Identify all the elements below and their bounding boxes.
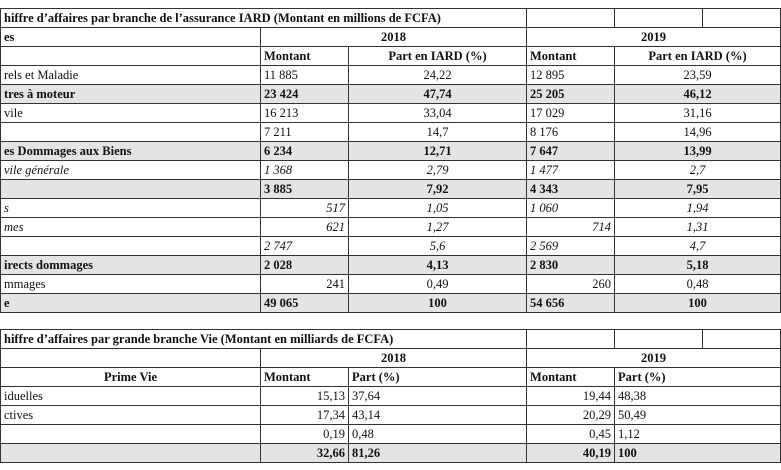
vie-title-row <box>1 330 781 349</box>
montant-2018-cell: 6 234 <box>261 142 349 161</box>
part-2019-cell: 48,38 <box>615 387 781 406</box>
vie-part-2018-header: Part (%) <box>349 368 527 387</box>
iard-year-row <box>1 28 781 47</box>
part-2018-cell: 0,49 <box>349 275 527 294</box>
part-2019-cell: 13,99 <box>615 142 781 161</box>
part-2018-cell: 12,71 <box>349 142 527 161</box>
prime-vie-header: Prime Vie <box>1 368 261 387</box>
part-2019-cell: 14,96 <box>615 123 781 142</box>
table-row <box>1 237 781 256</box>
part-2019-header: Part en IARD (%) <box>615 47 781 66</box>
iard-table <box>0 8 781 313</box>
montant-2018-header: Montant <box>261 47 349 66</box>
montant-2019-cell: 2 830 <box>527 256 615 275</box>
montant-2018-cell: 241 <box>261 275 349 294</box>
part-2018-cell: 4,13 <box>349 256 527 275</box>
part-2018-cell: 14,7 <box>349 123 527 142</box>
blank-cell <box>1 47 261 66</box>
row-label <box>1 237 261 256</box>
row-label <box>1 180 261 199</box>
part-2019-cell: 4,7 <box>615 237 781 256</box>
montant-2019-header: Montant <box>527 47 615 66</box>
montant-2018-cell: 0,19 <box>261 425 349 444</box>
iard-table-title: hiffre d’affaires par branche de l’assurance IARD (Montant en millions de FCFA) <box>1 9 527 28</box>
row-label: es Dommages aux Biens <box>1 142 261 161</box>
montant-2019-cell: 4 343 <box>527 180 615 199</box>
row-label <box>1 123 261 142</box>
part-2019-cell: 7,95 <box>615 180 781 199</box>
blank-cell <box>527 330 615 349</box>
montant-2018-cell: 32,66 <box>261 444 349 463</box>
table-row <box>1 425 781 444</box>
row-label: irects dommages <box>1 256 261 275</box>
montant-2019-cell: 19,44 <box>527 387 615 406</box>
table-row <box>1 199 781 218</box>
montant-2018-cell: 2 028 <box>261 256 349 275</box>
montant-2018-cell: 49 065 <box>261 294 349 313</box>
vie-year-2019-header: 2019 <box>527 349 781 368</box>
row-label: tres à moteur <box>1 85 261 104</box>
part-2019-cell: 31,16 <box>615 104 781 123</box>
part-2019-cell: 50,49 <box>615 406 781 425</box>
branch-header: es <box>1 28 261 47</box>
year-2019-header: 2019 <box>527 28 781 47</box>
montant-2019-cell: 7 647 <box>527 142 615 161</box>
row-label: rels et Maladie <box>1 66 261 85</box>
montant-2019-cell: 1 477 <box>527 161 615 180</box>
iard-subheader-row <box>1 47 781 66</box>
row-label: vile <box>1 104 261 123</box>
vie-table <box>0 329 781 463</box>
part-2019-cell: 46,12 <box>615 85 781 104</box>
part-2018-cell: 0,48 <box>349 425 527 444</box>
vie-montant-2019-header: Montant <box>527 368 615 387</box>
table-row <box>1 180 781 199</box>
vie-table-body <box>1 387 781 463</box>
montant-2019-cell: 714 <box>527 218 615 237</box>
montant-2018-cell: 15,13 <box>261 387 349 406</box>
part-2018-cell: 1,27 <box>349 218 527 237</box>
vie-year-2018-header: 2018 <box>261 349 527 368</box>
blank-cell <box>527 9 615 28</box>
montant-2018-cell: 1 368 <box>261 161 349 180</box>
row-label: iduelles <box>1 387 261 406</box>
part-2018-cell: 100 <box>349 294 527 313</box>
montant-2018-cell: 517 <box>261 199 349 218</box>
row-label: s <box>1 199 261 218</box>
table-row <box>1 161 781 180</box>
table-row <box>1 123 781 142</box>
table-row <box>1 85 781 104</box>
part-2018-cell: 7,92 <box>349 180 527 199</box>
year-2018-header: 2018 <box>261 28 527 47</box>
montant-2019-cell: 25 205 <box>527 85 615 104</box>
part-2019-cell: 1,31 <box>615 218 781 237</box>
vie-montant-2018-header: Montant <box>261 368 349 387</box>
blank-cell <box>1 349 261 368</box>
montant-2018-cell: 23 424 <box>261 85 349 104</box>
table-row <box>1 104 781 123</box>
montant-2018-cell: 11 885 <box>261 66 349 85</box>
table-row <box>1 444 781 463</box>
part-2018-cell: 81,26 <box>349 444 527 463</box>
part-2019-cell: 0,48 <box>615 275 781 294</box>
part-2019-cell: 2,7 <box>615 161 781 180</box>
montant-2019-cell: 260 <box>527 275 615 294</box>
part-2019-cell: 23,59 <box>615 66 781 85</box>
part-2018-header: Part en IARD (%) <box>349 47 527 66</box>
blank-cell <box>703 330 781 349</box>
montant-2019-cell: 17 029 <box>527 104 615 123</box>
table-row <box>1 142 781 161</box>
part-2018-cell: 47,74 <box>349 85 527 104</box>
row-label <box>1 425 261 444</box>
montant-2018-cell: 621 <box>261 218 349 237</box>
part-2018-cell: 37,64 <box>349 387 527 406</box>
vie-subheader-row <box>1 368 781 387</box>
table-row <box>1 256 781 275</box>
montant-2018-cell: 17,34 <box>261 406 349 425</box>
row-label: ctives <box>1 406 261 425</box>
montant-2019-cell: 8 176 <box>527 123 615 142</box>
montant-2018-cell: 16 213 <box>261 104 349 123</box>
table-row <box>1 406 781 425</box>
part-2018-cell: 5,6 <box>349 237 527 256</box>
montant-2018-cell: 2 747 <box>261 237 349 256</box>
montant-2019-cell: 20,29 <box>527 406 615 425</box>
row-label <box>1 444 261 463</box>
table-row <box>1 66 781 85</box>
montant-2019-cell: 1 060 <box>527 199 615 218</box>
part-2019-cell: 100 <box>615 444 781 463</box>
montant-2018-cell: 7 211 <box>261 123 349 142</box>
part-2019-cell: 1,12 <box>615 425 781 444</box>
table-row <box>1 387 781 406</box>
montant-2018-cell: 3 885 <box>261 180 349 199</box>
table-row <box>1 294 781 313</box>
part-2019-cell: 1,94 <box>615 199 781 218</box>
vie-part-2019-header: Part (%) <box>615 368 781 387</box>
blank-cell <box>615 330 703 349</box>
table-row <box>1 218 781 237</box>
vie-year-row <box>1 349 781 368</box>
part-2018-cell: 1,05 <box>349 199 527 218</box>
montant-2019-cell: 12 895 <box>527 66 615 85</box>
row-label: e <box>1 294 261 313</box>
row-label: mes <box>1 218 261 237</box>
row-label: vile générale <box>1 161 261 180</box>
row-label: mmages <box>1 275 261 294</box>
part-2018-cell: 33,04 <box>349 104 527 123</box>
iard-table-body <box>1 66 781 313</box>
part-2018-cell: 43,14 <box>349 406 527 425</box>
part-2018-cell: 24,22 <box>349 66 527 85</box>
part-2018-cell: 2,79 <box>349 161 527 180</box>
blank-cell <box>703 9 781 28</box>
blank-cell <box>615 9 703 28</box>
table-row <box>1 275 781 294</box>
part-2019-cell: 5,18 <box>615 256 781 275</box>
montant-2019-cell: 40,19 <box>527 444 615 463</box>
part-2019-cell: 100 <box>615 294 781 313</box>
montant-2019-cell: 0,45 <box>527 425 615 444</box>
vie-table-title: hiffre d’affaires par grande branche Vie (Montant en milliards de FCFA) <box>1 330 349 349</box>
montant-2019-cell: 2 569 <box>527 237 615 256</box>
iard-title-row <box>1 9 781 28</box>
montant-2019-cell: 54 656 <box>527 294 615 313</box>
